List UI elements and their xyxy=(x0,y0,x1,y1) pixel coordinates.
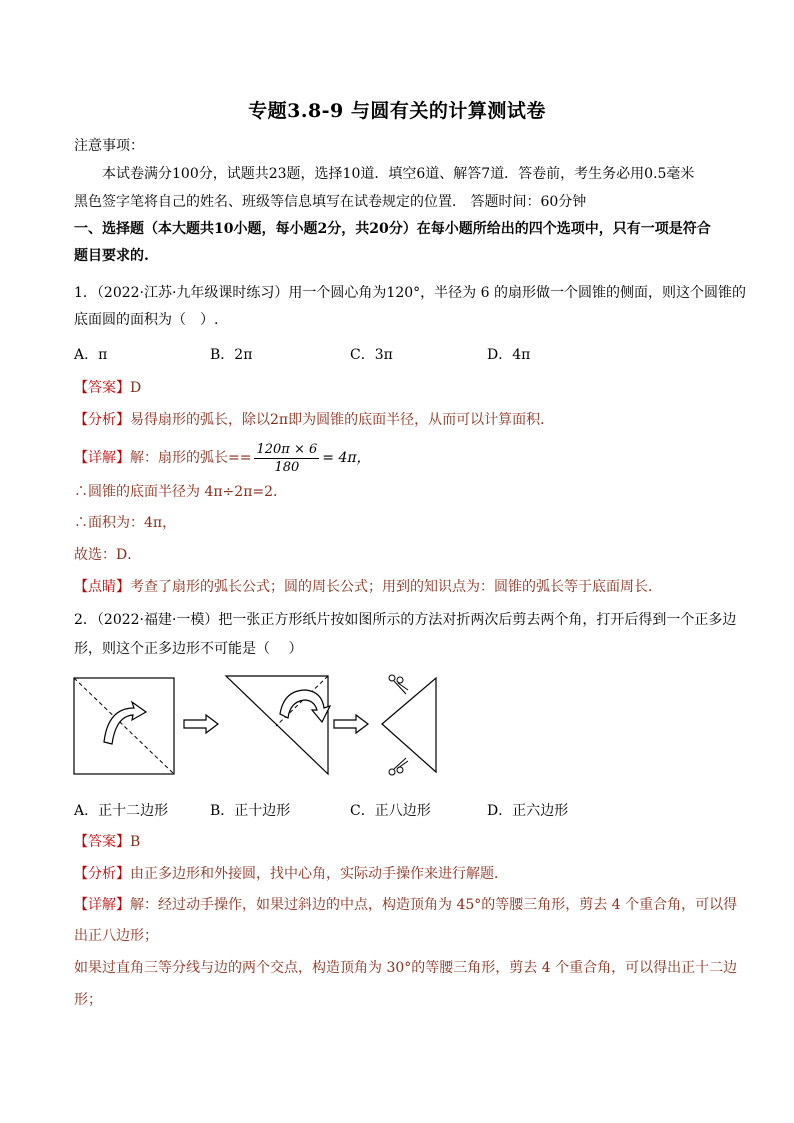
q1-fraction-result: = 4π， xyxy=(322,450,371,466)
q1-detail-prefix: 解：扇形的弧长== xyxy=(130,450,252,466)
fold-arrow-icon xyxy=(280,690,330,722)
q1-fraction-numerator: 120π × 6 xyxy=(256,441,318,457)
q2-analysis-tag: 【分析】 xyxy=(74,866,130,882)
q2-analysis xyxy=(74,864,734,884)
q1-step-3: 故选：D． xyxy=(74,547,142,563)
q1-option-d: D．4π xyxy=(487,347,531,363)
q1-detail xyxy=(74,440,734,476)
notice-line-1: 本试卷满分100分，试题共23题，选择10道．填空6道、解答7道．答卷前，考生务必用0.5毫米 xyxy=(102,166,695,182)
q1-detail-tag: 【详解】 xyxy=(74,450,130,466)
q1-comment-text: 考查了扇形的弧长公式；圆的周长公式；用到的知识点为：圆锥的弧长等于底面周长． xyxy=(130,579,662,595)
q2-answer-tag: 【答案】 xyxy=(74,834,130,850)
q1-comment xyxy=(74,577,734,597)
q2-detail-line-3: 如果过直角三等分线与边的两个交点，构造顶角为 30°的等腰三角形，剪去 4 个重合角，可以得出正十二边 xyxy=(74,960,738,976)
q1-step-2: ∴面积为：4π， xyxy=(74,515,177,531)
q1-fraction-denominator: 180 xyxy=(274,459,300,475)
right-arrow-icon xyxy=(334,715,368,733)
q1-arc-length-fraction xyxy=(254,441,319,476)
square-diagonal-fold xyxy=(74,678,174,774)
page-title: 专题3.8-9 与圆有关的计算测试卷 xyxy=(248,100,546,122)
q2-answer xyxy=(74,832,734,852)
section-heading-line-1: 一、选择题（本大题共10小题，每小题2分，共20分）在每小题所给出的四个选项中，只有一项是符合 xyxy=(74,221,711,237)
q2-answer-value: B xyxy=(130,834,141,850)
scissors-icon xyxy=(389,675,408,694)
notice-line-2: 黑色签字笔将自己的姓名、班级等信息填写在试卷规定的位置． 答题时间：60分钟 xyxy=(74,194,587,210)
q1-option-a: A．π xyxy=(74,347,108,363)
q2-option-a: A．正十二边形 xyxy=(74,803,169,819)
paper-square xyxy=(74,678,174,774)
right-arrow-icon xyxy=(184,715,218,733)
q2-option-c: C．正八边形 xyxy=(350,803,431,819)
q2-detail-tag: 【详解】 xyxy=(74,897,130,913)
q2-stem-line-2: 形，则这个正多边形不可能是（ ） xyxy=(74,641,303,657)
scissors-icon xyxy=(389,758,408,775)
q1-step-1: ∴圆锥的底面半径为 4π÷2π=2． xyxy=(74,484,288,500)
q1-analysis-tag: 【分析】 xyxy=(74,412,130,428)
q2-detail-text-1: 解：经过动手操作，如果过斜边的中点，构造顶角为 45°的等腰三角形，剪去 4 个重合角，可以得 xyxy=(130,897,738,913)
q2-detail-line-4: 形； xyxy=(74,992,102,1008)
q1-analysis xyxy=(74,410,734,430)
q1-stem-line-2: 底面圆的面积为（ ）. xyxy=(74,312,219,328)
fold-arrow-icon xyxy=(104,702,146,744)
notice-label: 注意事项： xyxy=(74,138,144,154)
q2-analysis-text: 由正多边形和外接圆，找中心角，实际动手操作来进行解题． xyxy=(130,866,508,882)
q1-answer-value: D xyxy=(130,380,142,396)
q2-stem-line-1: 2．（2022·福建·一模）把一张正方形纸片按如图所示的方法对折两次后剪去两个角，打开后得到一个正多边 xyxy=(74,612,737,628)
q2-option-d: D．正六边形 xyxy=(487,803,569,819)
q2-folding-figure xyxy=(70,668,450,780)
q1-analysis-text: 易得扇形的弧长，除以2π即为圆锥的底面半径，从而可以计算面积． xyxy=(130,412,555,428)
q1-stem-line-1: 1．（2022·江苏·九年级课时练习）用一个圆心角为120°，半径为 6 的扇形做一个圆锥的侧面，则这个圆锥的 xyxy=(74,285,746,301)
q1-comment-tag: 【点睛】 xyxy=(74,579,130,595)
q2-detail-line-1 xyxy=(74,895,738,915)
q1-option-c: C．3π xyxy=(350,347,393,363)
folded-small-triangle xyxy=(382,678,436,772)
q2-option-b: B．正十边形 xyxy=(210,803,291,819)
q1-option-b: B．2π xyxy=(210,347,253,363)
q1-answer-tag: 【答案】 xyxy=(74,380,130,396)
section-heading-line-2: 题目要求的. xyxy=(74,248,149,264)
q2-detail-line-2: 出正八边形； xyxy=(74,928,158,944)
q1-answer xyxy=(74,378,734,398)
